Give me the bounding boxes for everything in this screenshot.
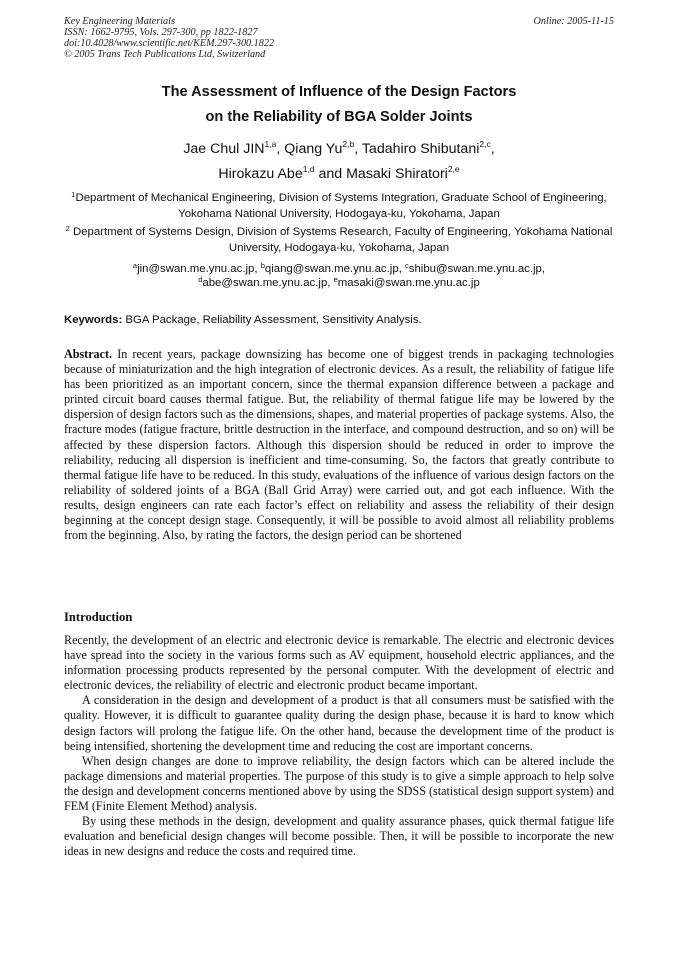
- author-superscript: 2,c: [479, 139, 491, 149]
- issn-line: ISSN: 1662-9795, Vols. 297-300, pp 1822-1827: [64, 27, 258, 38]
- email-line-1: [64, 262, 614, 276]
- abstract-text: In recent years, package downsizing has become one of biggest trends in packaging technologies because of miniaturization and the high integration of electronic devices. As a result, the reliability of fatigue life has been prioritized as an important concern, since the thermal expansion difference between a package and printed circuit board causes thermal fatigue. But, the reliability of thermal fatigue life may be lowered by the dispersion of design factors such as the dimensions, shapes, and material properties of package systems. Also, the fracture modes (fatigue fracture, brittle destruction in the interface, and compound destruction, and so on) will be affected by these dispersion factors. Although this dispersion should be reduced in order to improve the reliability, reducing all dispersion is inefficient and time-consuming. So, the factors that greatly contribute to thermal fatigue life have to be reduced. In this study, evaluations of the influence of various design factors on the reliability of soldered joints of a BGA (Ball Grid Array) were carried out, and got each influence. With the results, design engineers can rate each factor’s effect on reliability and assess the reliability of their design beginning at the concept design stage. Consequently, it will be possible to avoid almost all reliability problems from the beginning. Also, by rating the factors, the design period can be shortened: [64, 347, 614, 543]
- author-superscript: 1,a: [264, 139, 277, 149]
- email-address[interactable]: abe@swan.me.ynu.ac.jp: [202, 277, 328, 289]
- email-separator: ,: [254, 263, 261, 275]
- doi-line: doi:10.4028/www.scientific.net/KEM.297-300.1822: [64, 38, 275, 49]
- email-superscript: e: [333, 275, 338, 284]
- author-separator: ,: [276, 141, 285, 157]
- email-superscript: c: [405, 261, 409, 270]
- abstract: [64, 347, 614, 543]
- author-name: Masaki Shiratori: [346, 166, 448, 182]
- author-line-1: [64, 137, 614, 162]
- email-address[interactable]: jin@swan.me.ynu.ac.jp: [137, 263, 255, 275]
- author-superscript: 2,e: [447, 164, 460, 174]
- keywords: [64, 313, 614, 327]
- affiliation-text: Department of Mechanical Engineering, Division of Systems Integration, Graduate School of Engineering, Yokohama National University, Hodogaya-ku, Yokohama, Japan: [75, 192, 607, 220]
- affiliation-superscript: 1: [71, 190, 76, 199]
- author-superscript: 1,d: [302, 164, 315, 174]
- paragraph: Recently, the development of an electric and electronic device is remarkable. The electric and electronic devices have spread into the society in the various forms such as AV equipment, household electric appliances, and the information processing products represented by the personal computer. With the development of electric and electronic devices, the reliability of electric and electronic product became important.: [64, 633, 614, 693]
- title-line-2: on the Reliability of BGA Solder Joints: [205, 109, 473, 125]
- affiliation-superscript: 2: [65, 224, 70, 233]
- author-separator: ,: [490, 141, 495, 157]
- paragraph: By using these methods in the design, development and quality assurance phases, quick thermal fatigue life evaluation and beneficial design changes will become possible. Then, it will be possible to incorporate the new ideas in new designs and reduce the costs and required time.: [64, 814, 614, 859]
- online-date: Online: 2005-11-15: [533, 16, 614, 27]
- author-name: Tadahiro Shibutani: [361, 141, 480, 157]
- author-separator: and: [314, 166, 347, 182]
- email-list: [64, 262, 614, 290]
- journal-name: Key Engineering Materials: [64, 16, 175, 27]
- title-line-1: The Assessment of Influence of the Design Factors: [161, 84, 517, 100]
- email-superscript: d: [198, 275, 203, 284]
- paragraph: When design changes are done to improve reliability, the design factors which can be altered include the package dimensions and material properties. The purpose of this study is to give a simple approach to help solve the design and development concerns mentioned above by using the SDSS (statistical design support system) and FEM (Finite Element Method) analysis.: [64, 753, 614, 814]
- author-superscript: 2,b: [342, 139, 355, 149]
- section-heading-introduction: Introduction: [64, 610, 133, 624]
- affiliation-2: [64, 224, 614, 256]
- paper-title: [64, 80, 614, 130]
- email-separator: ,: [327, 277, 334, 289]
- abstract-label: Abstract.: [64, 347, 113, 361]
- email-address[interactable]: shibu@swan.me.ynu.ac.jp: [408, 263, 542, 275]
- author-name: Hirokazu Abe: [218, 166, 303, 182]
- author-list: [64, 137, 614, 187]
- author-line-2: [64, 162, 614, 187]
- email-separator: ,: [541, 263, 546, 275]
- introduction-body: [64, 633, 614, 859]
- email-address[interactable]: masaki@swan.me.ynu.ac.jp: [337, 277, 480, 289]
- email-superscript: b: [260, 261, 265, 270]
- email-separator: ,: [398, 263, 406, 275]
- author-name: Jae Chul JIN: [183, 141, 265, 157]
- affiliation-1: [64, 190, 614, 222]
- email-line-2: [64, 276, 614, 290]
- paragraph: A consideration in the design and development of a product is that all consumers must be satisfied with the quality. However, it is difficult to guarantee quality during the design phase, because it is hard to know which design factors will prolong the fatigue life. On the other hand, because the development time of the product is being intensified, shortening the development time and reducing the cost are important concerns.: [64, 693, 614, 753]
- author-name: Qiang Yu: [284, 141, 343, 157]
- author-separator: ,: [354, 141, 362, 157]
- copyright-line: © 2005 Trans Tech Publications Ltd, Switzerland: [64, 49, 266, 60]
- keywords-label: Keywords:: [64, 314, 123, 326]
- email-address[interactable]: qiang@swan.me.ynu.ac.jp: [264, 263, 399, 275]
- affiliation-text: Department of Systems Design, Division of Systems Research, Faculty of Engineering, Yokohama National University, Hodogaya-ku, Yokohama, Japan: [69, 226, 613, 254]
- journal-header: [64, 16, 274, 60]
- keywords-text: BGA Package, Reliability Assessment, Sensitivity Analysis.: [122, 314, 422, 326]
- email-superscript: a: [132, 261, 138, 270]
